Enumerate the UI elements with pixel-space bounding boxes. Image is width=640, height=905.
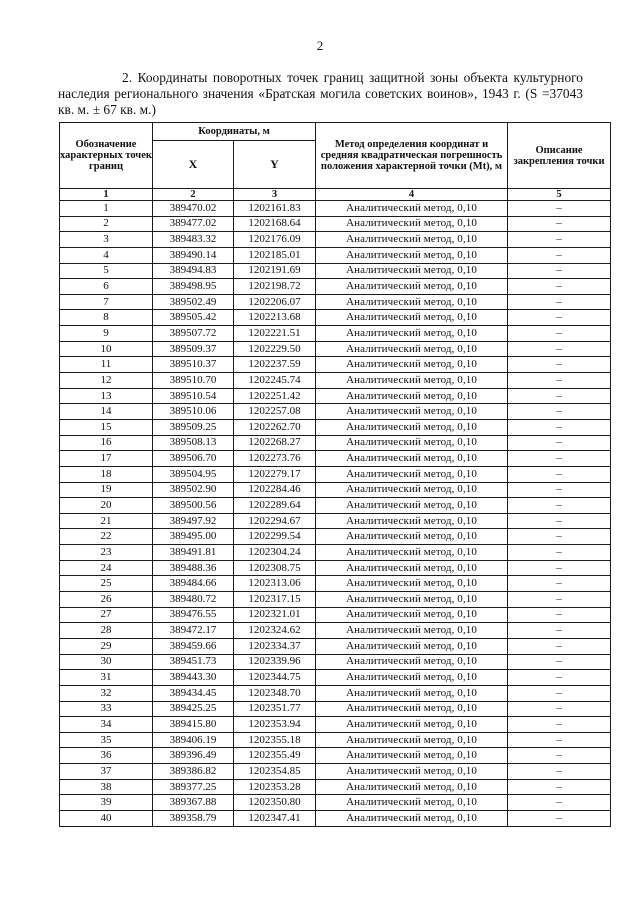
cell-x: 389491.81 — [153, 545, 234, 561]
cell-x: 389483.32 — [153, 232, 234, 248]
cell-method: Аналитический метод, 0,10 — [316, 623, 508, 639]
cell-description: – — [508, 216, 611, 232]
cell-y: 1202284.46 — [234, 482, 316, 498]
cell-point-number: 24 — [60, 560, 153, 576]
cell-description: – — [508, 779, 611, 795]
cell-point-number: 34 — [60, 717, 153, 733]
cell-x: 389358.79 — [153, 810, 234, 826]
cell-method: Аналитический метод, 0,10 — [316, 216, 508, 232]
cell-description: – — [508, 717, 611, 733]
cell-description: – — [508, 373, 611, 389]
table-row — [60, 529, 611, 545]
table-row — [60, 373, 611, 389]
cell-description: – — [508, 419, 611, 435]
header-description: Описание закрепления точки — [508, 123, 611, 189]
cell-x: 389415.80 — [153, 717, 234, 733]
table-row — [60, 685, 611, 701]
cell-point-number: 5 — [60, 263, 153, 279]
cell-y: 1202353.94 — [234, 717, 316, 733]
cell-y: 1202245.74 — [234, 373, 316, 389]
table-row — [60, 748, 611, 764]
cell-y: 1202304.24 — [234, 545, 316, 561]
cell-x: 389480.72 — [153, 592, 234, 608]
cell-point-number: 37 — [60, 764, 153, 780]
column-number: 2 — [153, 189, 234, 201]
cell-method: Аналитический метод, 0,10 — [316, 529, 508, 545]
cell-method: Аналитический метод, 0,10 — [316, 232, 508, 248]
cell-x: 389459.66 — [153, 638, 234, 654]
cell-description: – — [508, 764, 611, 780]
table-row — [60, 326, 611, 342]
cell-method: Аналитический метод, 0,10 — [316, 451, 508, 467]
cell-x: 389510.70 — [153, 373, 234, 389]
cell-point-number: 13 — [60, 388, 153, 404]
cell-x: 389367.88 — [153, 795, 234, 811]
cell-point-number: 7 — [60, 294, 153, 310]
cell-description: – — [508, 623, 611, 639]
cell-description: – — [508, 482, 611, 498]
cell-description: – — [508, 810, 611, 826]
cell-method: Аналитический метод, 0,10 — [316, 498, 508, 514]
cell-method: Аналитический метод, 0,10 — [316, 310, 508, 326]
cell-y: 1202339.96 — [234, 654, 316, 670]
cell-y: 1202317.15 — [234, 592, 316, 608]
cell-x: 389451.73 — [153, 654, 234, 670]
cell-x: 389495.00 — [153, 529, 234, 545]
cell-point-number: 6 — [60, 279, 153, 295]
cell-point-number: 18 — [60, 466, 153, 482]
cell-x: 389505.42 — [153, 310, 234, 326]
header-y: Y — [234, 141, 316, 189]
cell-method: Аналитический метод, 0,10 — [316, 435, 508, 451]
cell-description: – — [508, 263, 611, 279]
cell-description: – — [508, 435, 611, 451]
cell-x: 389497.92 — [153, 513, 234, 529]
cell-method: Аналитический метод, 0,10 — [316, 373, 508, 389]
column-number: 4 — [316, 189, 508, 201]
cell-point-number: 25 — [60, 576, 153, 592]
cell-y: 1202176.09 — [234, 232, 316, 248]
cell-x: 389509.25 — [153, 419, 234, 435]
cell-description: – — [508, 607, 611, 623]
cell-x: 389425.25 — [153, 701, 234, 717]
cell-y: 1202334.37 — [234, 638, 316, 654]
cell-method: Аналитический метод, 0,10 — [316, 607, 508, 623]
cell-y: 1202262.70 — [234, 419, 316, 435]
cell-method: Аналитический метод, 0,10 — [316, 247, 508, 263]
table-row — [60, 717, 611, 733]
cell-description: – — [508, 404, 611, 420]
cell-y: 1202354.85 — [234, 764, 316, 780]
cell-method: Аналитический метод, 0,10 — [316, 748, 508, 764]
cell-method: Аналитический метод, 0,10 — [316, 592, 508, 608]
cell-point-number: 31 — [60, 670, 153, 686]
cell-description: – — [508, 279, 611, 295]
cell-y: 1202308.75 — [234, 560, 316, 576]
cell-x: 389490.14 — [153, 247, 234, 263]
cell-description: – — [508, 357, 611, 373]
cell-method: Аналитический метод, 0,10 — [316, 670, 508, 686]
cell-y: 1202206.07 — [234, 294, 316, 310]
cell-point-number: 16 — [60, 435, 153, 451]
cell-y: 1202268.27 — [234, 435, 316, 451]
cell-y: 1202351.77 — [234, 701, 316, 717]
cell-description: – — [508, 638, 611, 654]
cell-description: – — [508, 341, 611, 357]
cell-method: Аналитический метод, 0,10 — [316, 404, 508, 420]
table-row — [60, 435, 611, 451]
cell-x: 389510.54 — [153, 388, 234, 404]
cell-y: 1202355.49 — [234, 748, 316, 764]
cell-method: Аналитический метод, 0,10 — [316, 326, 508, 342]
cell-y: 1202251.42 — [234, 388, 316, 404]
cell-x: 389508.13 — [153, 435, 234, 451]
cell-x: 389488.36 — [153, 560, 234, 576]
table-row — [60, 247, 611, 263]
cell-point-number: 14 — [60, 404, 153, 420]
cell-x: 389406.19 — [153, 732, 234, 748]
header-point-designation: Обозначение характерных точек границ — [60, 123, 153, 189]
cell-method: Аналитический метод, 0,10 — [316, 685, 508, 701]
cell-description: – — [508, 451, 611, 467]
cell-method: Аналитический метод, 0,10 — [316, 545, 508, 561]
table-row — [60, 560, 611, 576]
cell-method: Аналитический метод, 0,10 — [316, 466, 508, 482]
cell-method: Аналитический метод, 0,10 — [316, 654, 508, 670]
cell-point-number: 2 — [60, 216, 153, 232]
cell-method: Аналитический метод, 0,10 — [316, 576, 508, 592]
cell-description: – — [508, 560, 611, 576]
cell-point-number: 12 — [60, 373, 153, 389]
table-row — [60, 513, 611, 529]
table-row — [60, 732, 611, 748]
cell-method: Аналитический метод, 0,10 — [316, 764, 508, 780]
table-row — [60, 201, 611, 217]
cell-description: – — [508, 545, 611, 561]
cell-method: Аналитический метод, 0,10 — [316, 717, 508, 733]
cell-method: Аналитический метод, 0,10 — [316, 201, 508, 217]
cell-description: – — [508, 732, 611, 748]
cell-point-number: 35 — [60, 732, 153, 748]
cell-description: – — [508, 748, 611, 764]
cell-point-number: 1 — [60, 201, 153, 217]
cell-method: Аналитический метод, 0,10 — [316, 263, 508, 279]
cell-y: 1202273.76 — [234, 451, 316, 467]
table-row — [60, 545, 611, 561]
cell-y: 1202350.80 — [234, 795, 316, 811]
section-heading: 2. Координаты поворотных точек границ защитной зоны объекта культурного наследия регионального значения «Братская могила советских воинов», 1943 г. (S =37043 кв. м. ± 67 кв. м.) — [58, 70, 583, 117]
cell-point-number: 27 — [60, 607, 153, 623]
table-row — [60, 482, 611, 498]
cell-x: 389472.17 — [153, 623, 234, 639]
cell-method: Аналитический метод, 0,10 — [316, 779, 508, 795]
cell-description: – — [508, 388, 611, 404]
cell-method: Аналитический метод, 0,10 — [316, 513, 508, 529]
cell-x: 389396.49 — [153, 748, 234, 764]
header-method: Метод определения координат и средняя квадратическая погрешность положения характерной точки (Mt), м — [316, 123, 508, 189]
cell-point-number: 17 — [60, 451, 153, 467]
cell-description: – — [508, 670, 611, 686]
column-number: 5 — [508, 189, 611, 201]
cell-y: 1202161.83 — [234, 201, 316, 217]
cell-method: Аналитический метод, 0,10 — [316, 341, 508, 357]
cell-description: – — [508, 326, 611, 342]
cell-description: – — [508, 466, 611, 482]
cell-y: 1202313.06 — [234, 576, 316, 592]
table-row — [60, 451, 611, 467]
table-row — [60, 498, 611, 514]
table-row — [60, 670, 611, 686]
cell-method: Аналитический метод, 0,10 — [316, 482, 508, 498]
cell-y: 1202198.72 — [234, 279, 316, 295]
cell-x: 389502.49 — [153, 294, 234, 310]
cell-x: 389510.06 — [153, 404, 234, 420]
header-x: X — [153, 141, 234, 189]
cell-y: 1202321.01 — [234, 607, 316, 623]
cell-point-number: 20 — [60, 498, 153, 514]
coordinates-table — [59, 122, 611, 827]
cell-y: 1202213.68 — [234, 310, 316, 326]
cell-y: 1202299.54 — [234, 529, 316, 545]
cell-point-number: 33 — [60, 701, 153, 717]
table-body — [60, 201, 611, 827]
cell-description: – — [508, 294, 611, 310]
cell-method: Аналитический метод, 0,10 — [316, 795, 508, 811]
cell-point-number: 19 — [60, 482, 153, 498]
cell-x: 389494.83 — [153, 263, 234, 279]
table-row — [60, 638, 611, 654]
cell-y: 1202279.17 — [234, 466, 316, 482]
table-row — [60, 294, 611, 310]
cell-point-number: 8 — [60, 310, 153, 326]
cell-x: 389507.72 — [153, 326, 234, 342]
table-row — [60, 419, 611, 435]
cell-point-number: 26 — [60, 592, 153, 608]
cell-method: Аналитический метод, 0,10 — [316, 701, 508, 717]
table-row — [60, 607, 611, 623]
cell-method: Аналитический метод, 0,10 — [316, 638, 508, 654]
cell-point-number: 32 — [60, 685, 153, 701]
cell-x: 389502.90 — [153, 482, 234, 498]
cell-description: – — [508, 795, 611, 811]
cell-x: 389498.95 — [153, 279, 234, 295]
cell-method: Аналитический метод, 0,10 — [316, 560, 508, 576]
cell-x: 389377.25 — [153, 779, 234, 795]
page-number: 2 — [316, 38, 324, 53]
cell-x: 389476.55 — [153, 607, 234, 623]
table-row — [60, 576, 611, 592]
cell-y: 1202324.62 — [234, 623, 316, 639]
cell-x: 389386.82 — [153, 764, 234, 780]
cell-method: Аналитический метод, 0,10 — [316, 810, 508, 826]
cell-point-number: 29 — [60, 638, 153, 654]
cell-method: Аналитический метод, 0,10 — [316, 294, 508, 310]
cell-y: 1202348.70 — [234, 685, 316, 701]
cell-x: 389434.45 — [153, 685, 234, 701]
header-coordinates: Координаты, м — [153, 123, 316, 141]
cell-description: – — [508, 310, 611, 326]
table-row — [60, 341, 611, 357]
cell-point-number: 36 — [60, 748, 153, 764]
table-row — [60, 357, 611, 373]
cell-point-number: 15 — [60, 419, 153, 435]
cell-description: – — [508, 201, 611, 217]
cell-point-number: 23 — [60, 545, 153, 561]
table-row — [60, 232, 611, 248]
cell-y: 1202347.41 — [234, 810, 316, 826]
column-number: 3 — [234, 189, 316, 201]
table-row — [60, 764, 611, 780]
table-row — [60, 810, 611, 826]
cell-y: 1202355.18 — [234, 732, 316, 748]
cell-description: – — [508, 685, 611, 701]
cell-x: 389477.02 — [153, 216, 234, 232]
cell-description: – — [508, 592, 611, 608]
cell-description: – — [508, 576, 611, 592]
cell-x: 389500.56 — [153, 498, 234, 514]
cell-method: Аналитический метод, 0,10 — [316, 419, 508, 435]
cell-point-number: 11 — [60, 357, 153, 373]
table-row — [60, 388, 611, 404]
cell-description: – — [508, 232, 611, 248]
cell-point-number: 30 — [60, 654, 153, 670]
cell-x: 389506.70 — [153, 451, 234, 467]
cell-x: 389470.02 — [153, 201, 234, 217]
cell-point-number: 21 — [60, 513, 153, 529]
table-row — [60, 279, 611, 295]
cell-x: 389443.30 — [153, 670, 234, 686]
cell-description: – — [508, 701, 611, 717]
cell-y: 1202294.67 — [234, 513, 316, 529]
table-row — [60, 263, 611, 279]
table-row — [60, 701, 611, 717]
cell-point-number: 10 — [60, 341, 153, 357]
cell-description: – — [508, 498, 611, 514]
cell-y: 1202289.64 — [234, 498, 316, 514]
cell-y: 1202229.50 — [234, 341, 316, 357]
cell-description: – — [508, 654, 611, 670]
cell-x: 389510.37 — [153, 357, 234, 373]
cell-y: 1202257.08 — [234, 404, 316, 420]
cell-method: Аналитический метод, 0,10 — [316, 388, 508, 404]
table-row — [60, 795, 611, 811]
cell-x: 389509.37 — [153, 341, 234, 357]
cell-description: – — [508, 529, 611, 545]
table-row — [60, 592, 611, 608]
cell-y: 1202344.75 — [234, 670, 316, 686]
cell-point-number: 9 — [60, 326, 153, 342]
cell-point-number: 40 — [60, 810, 153, 826]
cell-y: 1202237.59 — [234, 357, 316, 373]
cell-y: 1202221.51 — [234, 326, 316, 342]
table-row — [60, 779, 611, 795]
cell-point-number: 39 — [60, 795, 153, 811]
table-row — [60, 216, 611, 232]
cell-method: Аналитический метод, 0,10 — [316, 357, 508, 373]
cell-method: Аналитический метод, 0,10 — [316, 732, 508, 748]
column-number: 1 — [60, 189, 153, 201]
cell-x: 389484.66 — [153, 576, 234, 592]
cell-description: – — [508, 247, 611, 263]
table-row — [60, 404, 611, 420]
cell-description: – — [508, 513, 611, 529]
table-row — [60, 310, 611, 326]
cell-point-number: 28 — [60, 623, 153, 639]
cell-method: Аналитический метод, 0,10 — [316, 279, 508, 295]
cell-x: 389504.95 — [153, 466, 234, 482]
cell-point-number: 22 — [60, 529, 153, 545]
table-row — [60, 466, 611, 482]
cell-y: 1202168.64 — [234, 216, 316, 232]
cell-y: 1202191.69 — [234, 263, 316, 279]
cell-point-number: 4 — [60, 247, 153, 263]
table-row — [60, 654, 611, 670]
cell-y: 1202185.01 — [234, 247, 316, 263]
table-row — [60, 623, 611, 639]
cell-point-number: 3 — [60, 232, 153, 248]
cell-point-number: 38 — [60, 779, 153, 795]
cell-y: 1202353.28 — [234, 779, 316, 795]
